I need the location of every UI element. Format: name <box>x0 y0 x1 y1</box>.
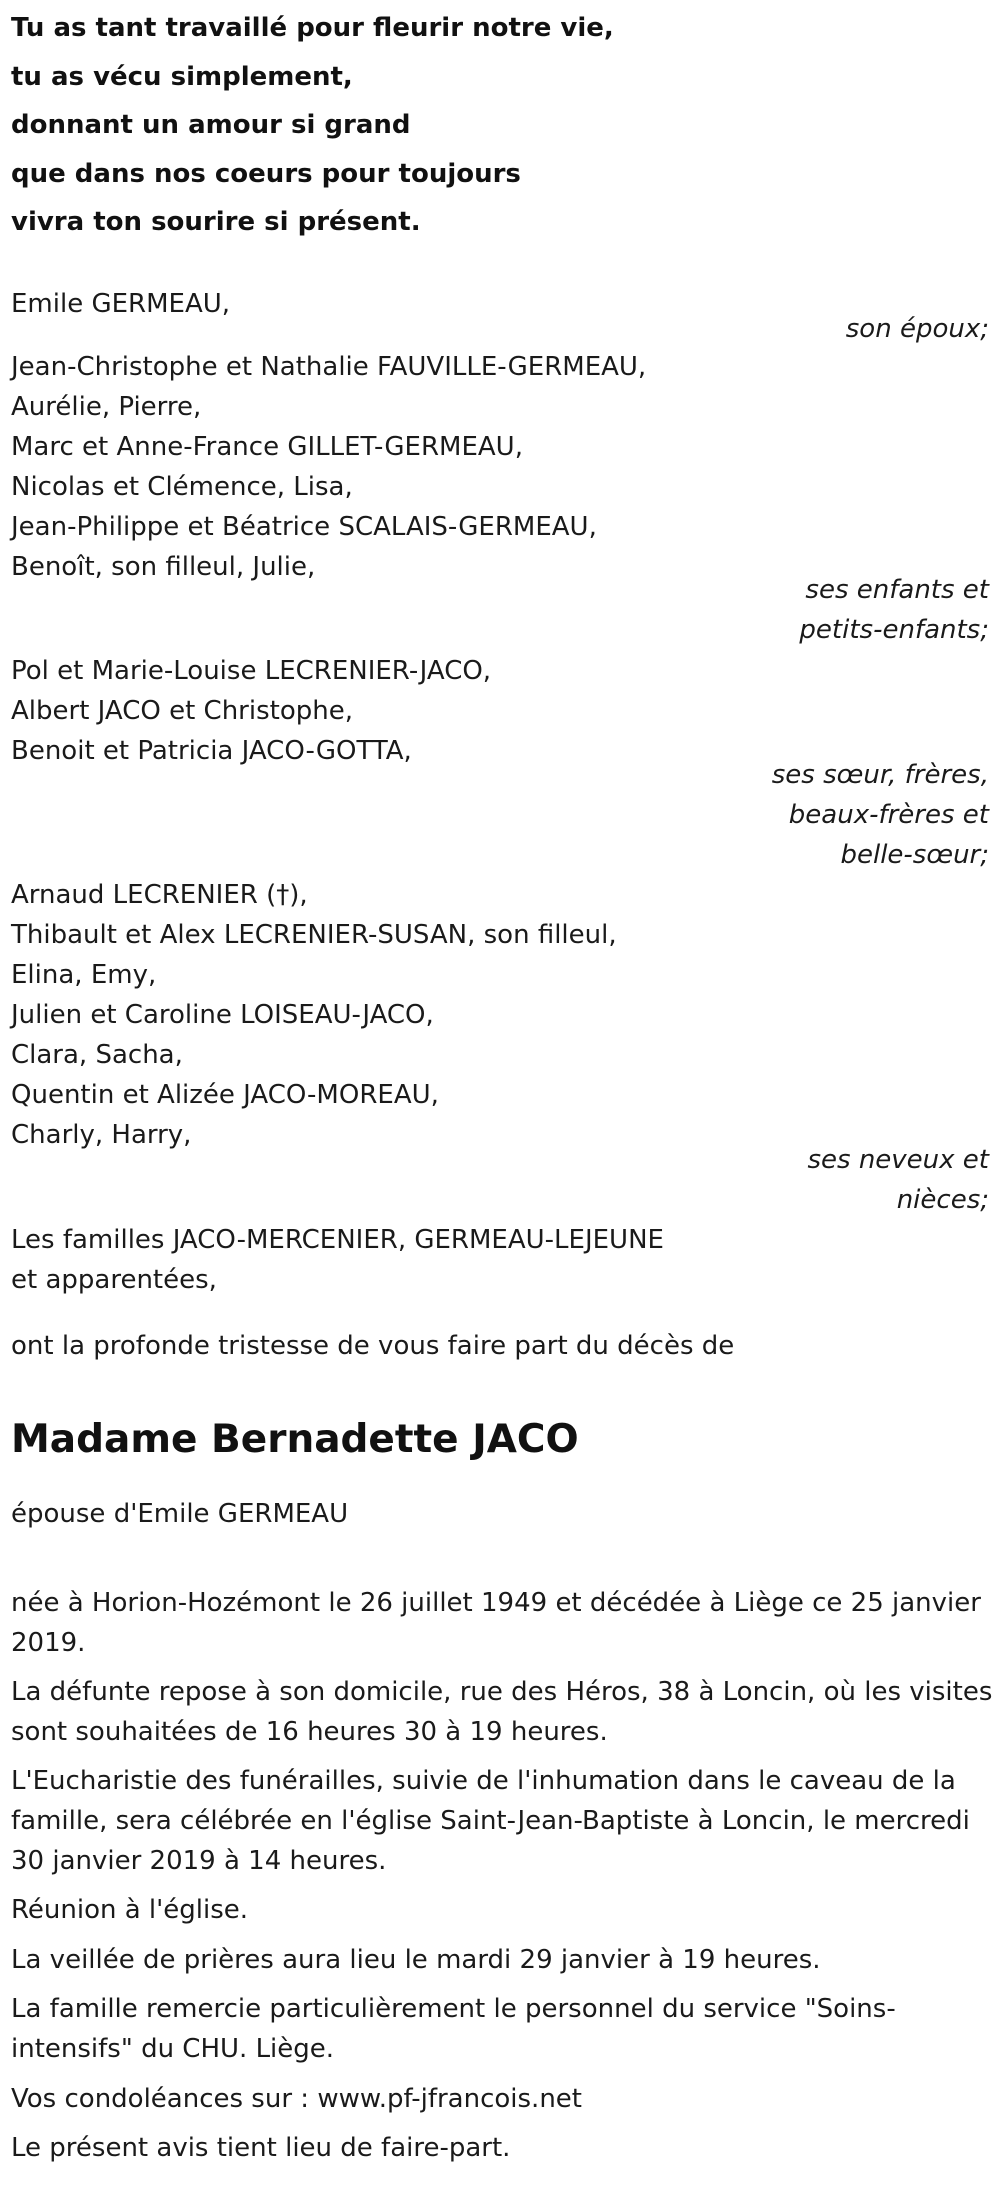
family-name-line: Aurélie, Pierre, <box>11 392 202 422</box>
role-line: ses enfants et <box>805 575 989 605</box>
rest-place-paragraph: La défunte repose à son domicile, rue des Héros, 38 à Loncin, où les visites sont souhaitées de 16 heures 30 à 19 heures. <box>11 1677 993 1747</box>
thanks-paragraph: La famille remercie particulièrement le personnel du service "Soins-intensifs" du CHU. Liège. <box>11 1994 896 2064</box>
family-name-line: Les familles JACO-MERCENIER, GERMEAU-LEJEUNE <box>11 1225 664 1255</box>
family-name-line: Elina, Emy, <box>11 960 157 990</box>
spouse-line: épouse d'Emile GERMEAU <box>11 1499 349 1529</box>
poem-line: Tu as tant travaillé pour fleurir notre vie, <box>11 13 614 43</box>
nephews-role <box>807 1140 989 1220</box>
family-name-line: Charly, Harry, <box>11 1120 192 1150</box>
family-name-line: Marc et Anne-France GILLET-GERMEAU, <box>11 432 523 462</box>
family-name-line: Jean-Christophe et Nathalie FAUVILLE-GERMEAU, <box>11 352 647 382</box>
family-name-line: Benoît, son filleul, Julie, <box>11 552 316 582</box>
role-line: nièces; <box>896 1185 989 1215</box>
families-names <box>11 1220 664 1300</box>
family-name-line: Julien et Caroline LOISEAU-JACO, <box>11 1000 434 1030</box>
role-line: son époux; <box>845 314 989 344</box>
condolences-paragraph: Vos condoléances sur : www.pf-jfrancois.net <box>11 2084 582 2114</box>
family-name-line: Nicolas et Clémence, Lisa, <box>11 472 353 502</box>
poem-line: que dans nos coeurs pour toujours <box>11 158 521 189</box>
spouse-role <box>846 309 989 349</box>
siblings-role <box>772 755 989 875</box>
role-line: petits-enfants; <box>799 615 989 645</box>
birth-death-paragraph: née à Horion-Hozémont le 26 juillet 1949 et décédée à Liège ce 25 janvier 2019. <box>11 1588 981 1658</box>
role-line: ses sœur, frères, <box>771 760 989 790</box>
family-name-line: Arnaud LECRENIER (†), <box>11 880 308 910</box>
spouse-names <box>11 284 230 324</box>
children-role <box>799 570 989 650</box>
family-name-line: et apparentées, <box>11 1265 217 1295</box>
reunion-paragraph: Réunion à l'église. <box>11 1895 249 1925</box>
funeral-paragraph: L'Eucharistie des funérailles, suivie de l'inhumation dans le caveau de la famille, sera célébrée en l'église Saint-Jean-Baptiste à Loncin, le mercredi 30 janvier 2019 à 14 heures. <box>11 1766 970 1876</box>
poem-line: tu as vécu simplement, <box>11 61 353 92</box>
poem <box>11 4 614 247</box>
deceased-name: Madame Bernadette JACO <box>11 1417 579 1462</box>
siblings-names <box>11 651 491 771</box>
family-name-line: Quentin et Alizée JACO-MOREAU, <box>11 1080 439 1110</box>
poem-line: vivra ton sourire si présent. <box>11 207 421 237</box>
nephews-names <box>11 875 617 1155</box>
children-names <box>11 347 646 587</box>
family-name-line: Albert JACO et Christophe, <box>11 696 353 726</box>
family-name-line: Pol et Marie-Louise LECRENIER-JACO, <box>11 656 492 686</box>
notice-paragraph: Le présent avis tient lieu de faire-part. <box>11 2133 511 2163</box>
vigil-paragraph: La veillée de prières aura lieu le mardi 29 janvier à 19 heures. <box>11 1945 821 1975</box>
family-name-line: Thibault et Alex LECRENIER-SUSAN, son filleul, <box>11 920 617 950</box>
role-line: beaux-frères et <box>788 800 989 830</box>
announcement-text: ont la profonde tristesse de vous faire part du décès de <box>11 1331 735 1361</box>
family-name-line: Clara, Sacha, <box>11 1040 183 1070</box>
family-name-line: Jean-Philippe et Béatrice SCALAIS-GERMEAU, <box>11 512 597 542</box>
role-line: belle-sœur; <box>840 840 989 870</box>
family-name-line: Benoit et Patricia JACO-GOTTA, <box>11 736 412 766</box>
poem-line: donnant un amour si grand <box>11 110 411 140</box>
family-name-line: Emile GERMEAU, <box>11 289 231 319</box>
role-line: ses neveux et <box>807 1145 989 1175</box>
